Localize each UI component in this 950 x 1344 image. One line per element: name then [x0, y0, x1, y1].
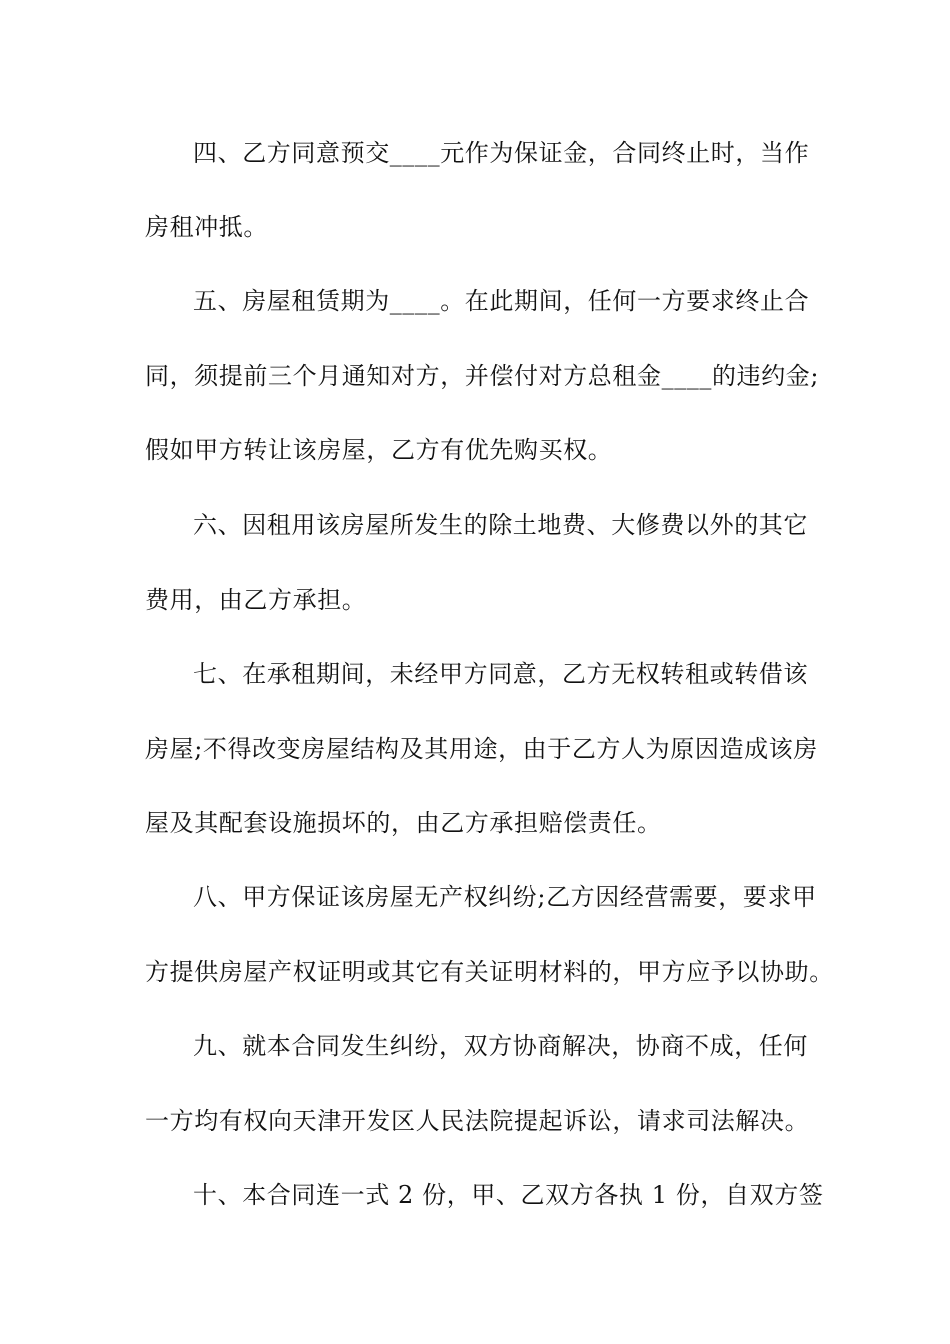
clause-4-line-1: 四、乙方同意预交____元作为保证金，合同终止时，当作 — [193, 139, 810, 167]
clause-6-line-1: 六、因租用该房屋所发生的除土地费、大修费以外的其它 — [193, 511, 808, 539]
clause-6-line-2: 费用，由乙方承担。 — [145, 586, 367, 614]
clause-7-line-3: 屋及其配套设施损坏的，由乙方承担赔偿责任。 — [145, 809, 662, 837]
clause-8-line-2: 方提供房屋产权证明或其它有关证明材料的，甲方应予以协助。 — [145, 958, 834, 986]
clause-10-line-1: 十、本合同连一式 2 份，甲、乙双方各执 1 份，自双方签 — [193, 1181, 824, 1209]
clause-8-line-1: 八、甲方保证该房屋无产权纠纷;乙方因经营需要，要求甲 — [193, 883, 817, 911]
clause-5-line-1: 五、房屋租赁期为____。在此期间，任何一方要求终止合 — [193, 287, 810, 315]
clause-5-line-2: 同，须提前三个月通知对方，并偿付对方总租金____的违约金; — [145, 362, 820, 390]
clause-4-line-2: 房租冲抵。 — [145, 213, 268, 241]
clause-9-line-1: 九、就本合同发生纠纷，双方协商解决，协商不成，任何 — [193, 1032, 808, 1060]
clause-7-line-1: 七、在承租期间，未经甲方同意，乙方无权转租或转借该 — [193, 660, 808, 688]
clause-9-line-2: 一方均有权向天津开发区人民法院提起诉讼，请求司法解决。 — [145, 1107, 810, 1135]
clause-7-line-2: 房屋;不得改变房屋结构及其用途，由于乙方人为原因造成该房 — [145, 735, 818, 763]
clause-5-line-3: 假如甲方转让该房屋，乙方有优先购买权。 — [145, 436, 613, 464]
